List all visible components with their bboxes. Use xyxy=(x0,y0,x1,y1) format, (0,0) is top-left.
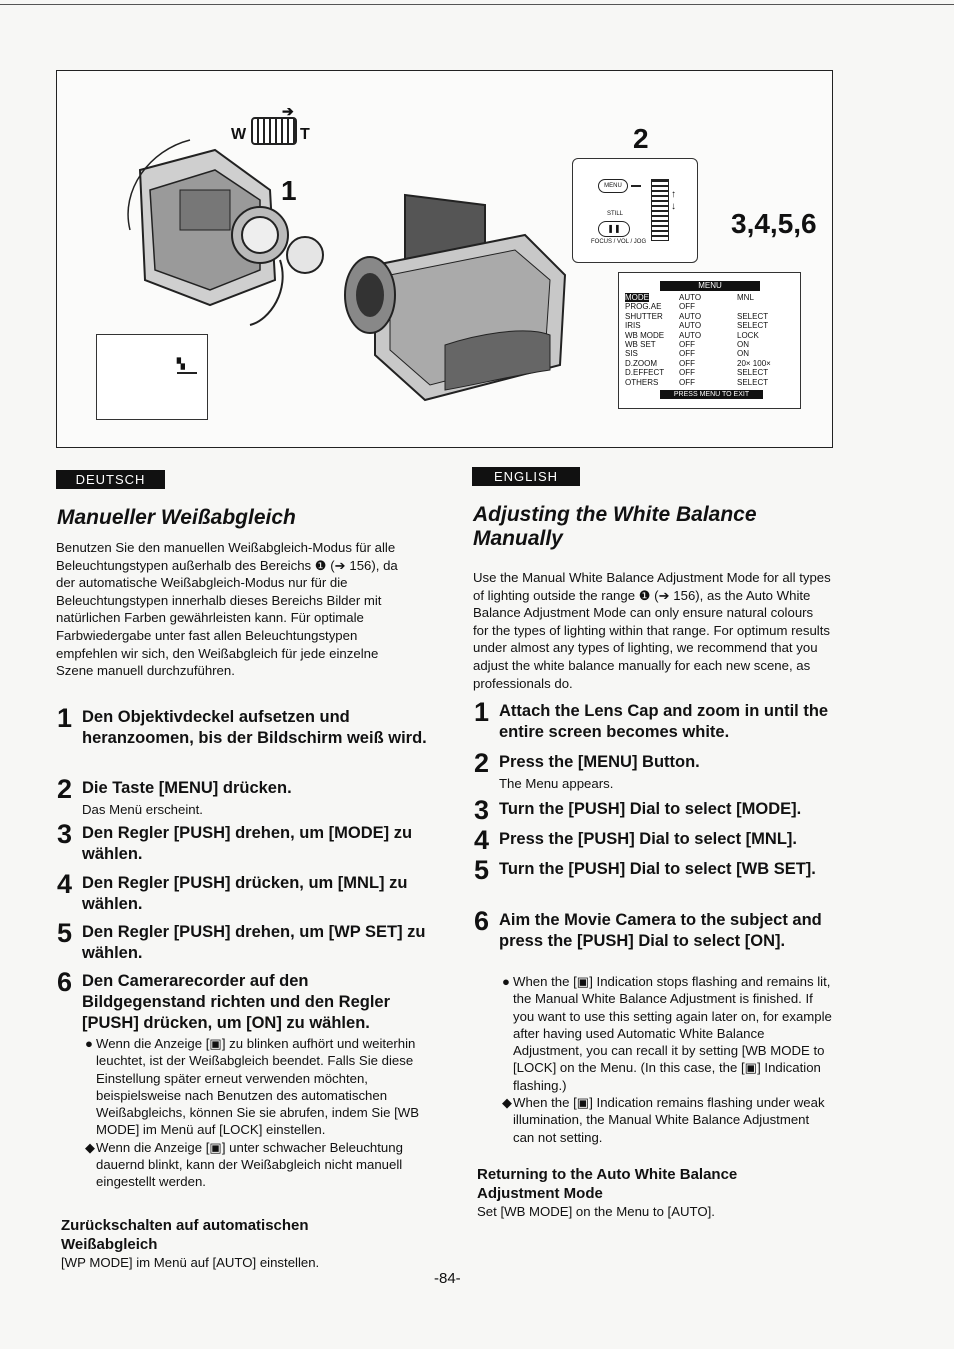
note-text: Wenn die Anzeige [▣] zu blinken aufhört und weiterhin leuchtet, ist der Weißabgleich beendet. Falls Sie diese Einstellung später erneut verwenden möchten, beispielsweise nach Benutzen des automatischen Weißabgleichs, können Sie sie abrufen, indem Sie [WB MODE] im Menü auf [LOCK] einstellen. xyxy=(96,1036,420,1138)
viewfinder-preview xyxy=(96,334,208,420)
note-text: Wenn die Anzeige [▣] unter schwacher Beleuchtung dauernd blinkt, kann der Weißabgleich nicht manuell eingestellt werden. xyxy=(96,1139,403,1190)
step-number: 3 xyxy=(57,819,73,849)
menu-item-value: AUTO xyxy=(679,321,702,331)
note-item xyxy=(85,1139,420,1191)
menu-item-label: PROG.AE xyxy=(625,302,662,312)
step-number: 4 xyxy=(57,869,73,899)
menu-item-label: D.EFFECT xyxy=(625,368,665,378)
bullet-icon: ◆ xyxy=(85,1139,96,1155)
callout-steps-3456: 3,4,5,6 xyxy=(731,208,817,239)
dash-line xyxy=(631,185,641,187)
step-text: Den Regler [PUSH] drücken, um [MNL] zu wählen. xyxy=(82,874,408,913)
menu-item-value: OFF xyxy=(679,368,695,378)
step-text: Attach the Lens Cap and zoom in until the entire screen becomes white. xyxy=(499,702,829,741)
step-number: 1 xyxy=(474,697,490,727)
deutsch-step-2-sub: Das Menü erscheint. xyxy=(82,802,203,817)
menu-item-option: ON xyxy=(737,340,749,349)
menu-item-label: WB SET xyxy=(625,340,656,349)
note-text: When the [▣] Indication stops flashing and remains lit, the Manual White Balance Adjustment is finished. If you want to use this setting again later on, for example after having used Automatic White Balance Adjustment, you can recall it by setting [WB MODE to [LOCK] on the Menu. (In this case, the [▣] Indication flashing.) xyxy=(513,974,832,1093)
note-item xyxy=(85,1035,420,1139)
menu-item-label: MODE xyxy=(625,293,649,302)
callout-step-2: 2 xyxy=(633,123,649,154)
menu-item-label: SIS xyxy=(625,349,638,359)
menu-item-option: SELECT xyxy=(737,321,769,331)
step-text: Aim the Movie Camera to the subject and press the [PUSH] Dial to select [ON]. xyxy=(499,911,822,950)
menu-button[interactable]: MENU xyxy=(598,179,628,193)
deutsch-return-text: [WP MODE] im Menü auf [AUTO] einstellen. xyxy=(61,1255,320,1270)
still-label: STILL xyxy=(607,211,624,217)
callout-step-1: 1 xyxy=(281,175,297,206)
english-step-6 xyxy=(474,906,834,952)
deutsch-notes xyxy=(85,1035,420,1191)
camera-lens-cap-illustration xyxy=(120,130,330,335)
deutsch-step-2 xyxy=(57,774,427,804)
camera-body-illustration xyxy=(335,185,575,405)
step-text: Turn the [PUSH] Dial to select [MODE]. xyxy=(499,800,802,818)
step-text: Den Camerarecorder auf den Bildgegenstand richten und den Regler [PUSH] drücken, um [ON] zu wählen. xyxy=(82,972,391,1032)
menu-item-label: SHUTTER xyxy=(625,311,663,321)
step-number: 5 xyxy=(57,918,73,948)
zoom-lever-icon xyxy=(251,117,297,145)
push-dial-arrows-icon: ↑ ↓ xyxy=(671,189,676,212)
white-balance-manual-icon: ▚ xyxy=(177,360,197,374)
menu-item-value: OFF xyxy=(679,302,695,312)
step-text: Press the [MENU] Button. xyxy=(499,753,700,771)
english-intro: Use the Manual White Balance Adjustment Mode for all types of lighting outside the range ❶ (➔ 156), as the Auto White Balance Adjustment Mode can only ensure natural colours for the types of lighting within that range. For optimum results under almost any types of lighting, we recommend that you adjust the white balance manually for each new scene, as professionals do. xyxy=(473,570,831,691)
deutsch-return-heading: Zurückschalten auf automatischen Weißabgleich xyxy=(61,1217,309,1253)
menu-item-option: SELECT xyxy=(737,377,769,387)
push-dial[interactable] xyxy=(651,179,669,241)
menu-item-label: OTHERS xyxy=(625,377,659,387)
english-step-1 xyxy=(474,697,834,743)
page-top-rule xyxy=(0,4,954,5)
menu-item-value: AUTO xyxy=(679,330,702,340)
english-language-tab: ENGLISH xyxy=(472,467,580,486)
step-text: Den Objektivdeckel aufsetzen und heranzoomen, bis der Bildschirm weiß wird. xyxy=(82,708,427,747)
deutsch-step-4 xyxy=(57,869,427,915)
bullet-icon: ◆ xyxy=(502,1095,513,1111)
note-item xyxy=(502,1094,832,1146)
bullet-icon: ● xyxy=(85,1036,93,1051)
english-title: Adjusting the White Balance Manually xyxy=(473,503,757,550)
step-number: 2 xyxy=(57,774,73,804)
menu-item-value: AUTO xyxy=(679,311,702,321)
menu-item-value: OFF xyxy=(679,377,695,387)
menu-item-option: MNL xyxy=(737,293,754,302)
step-text: Press the [PUSH] Dial to select [MNL]. xyxy=(499,830,797,848)
step-text: Den Regler [PUSH] drehen, um [WP SET] zu wählen. xyxy=(82,923,426,962)
menu-item-value: OFF xyxy=(679,349,695,359)
step-number: 2 xyxy=(474,748,490,778)
english-step-3 xyxy=(474,795,834,825)
step-text: Die Taste [MENU] drücken. xyxy=(82,779,292,797)
step-number: 1 xyxy=(57,703,73,733)
deutsch-language-tab: DEUTSCH xyxy=(56,470,165,489)
menu-item-label: D.ZOOM xyxy=(625,358,657,368)
arrow-right-icon: ➔ xyxy=(282,103,294,119)
menu-item-option: ON xyxy=(737,349,749,359)
menu-item-value: OFF xyxy=(679,340,695,349)
bullet-icon: ● xyxy=(502,974,510,989)
english-return-heading: Returning to the Auto White Balance Adjustment Mode xyxy=(477,1166,738,1202)
deutsch-intro: Benutzen Sie den manuellen Weißabgleich-Modus für alle Beleuchtungstypen außerhalb des Bereichs ❶ (➔ 156), da der automatische Weißabgleich-Modus nur für die Beleuchtungstypen innerhalb dieses Bereichs Bilder mit natürlichen Farben gewährleisten kann. Für optimale Farbwiedergabe unter fast allen Beleuchtungstypen empfehlen wir sich, den Weißabgleich für jede einzelne Szene manuell durchzuführen. xyxy=(56,540,398,679)
english-notes xyxy=(502,973,832,1146)
step-text: Turn the [PUSH] Dial to select [WB SET]. xyxy=(499,860,816,878)
controls-inset xyxy=(572,158,698,263)
menu-item-value: OFF xyxy=(679,358,695,368)
menu-item-option: LOCK xyxy=(737,330,759,340)
page-number: -84- xyxy=(434,1270,461,1287)
menu-screen xyxy=(618,272,801,409)
menu-footer: PRESS MENU TO EXIT xyxy=(660,390,763,399)
english-return-text: Set [WB MODE] on the Menu to [AUTO]. xyxy=(477,1204,715,1219)
note-item xyxy=(502,973,832,1094)
menu-item-option: SELECT xyxy=(737,368,769,378)
deutsch-title: Manueller Weißabgleich xyxy=(57,506,296,529)
note-text: When the [▣] Indication remains flashing under weak illumination, the Manual White Balance Adjustment can not setting. xyxy=(513,1095,825,1145)
step-number: 6 xyxy=(57,967,73,997)
zoom-tele-label: T xyxy=(300,126,310,143)
step-number: 4 xyxy=(474,825,490,855)
menu-item-label: IRIS xyxy=(625,321,641,331)
menu-item-value: AUTO xyxy=(679,293,702,302)
pause-button[interactable]: ❚❚ xyxy=(598,221,630,237)
deutsch-step-6 xyxy=(57,967,427,1034)
deutsch-step-1 xyxy=(57,703,427,749)
menu-item-option: SELECT xyxy=(737,311,769,321)
english-step-2 xyxy=(474,748,834,778)
step-number: 3 xyxy=(474,795,490,825)
deutsch-step-5 xyxy=(57,918,427,964)
menu-item-option: 20× 100× xyxy=(737,358,771,368)
step-text: Den Regler [PUSH] drehen, um [MODE] zu wählen. xyxy=(82,824,413,863)
deutsch-step-3 xyxy=(57,819,427,865)
menu-header: MENU xyxy=(660,281,760,291)
focus-vol-jog-label: FOCUS / VOL / JOG xyxy=(591,239,647,245)
step-number: 6 xyxy=(474,906,490,936)
english-step-4 xyxy=(474,825,834,855)
step-number: 5 xyxy=(474,855,490,885)
zoom-wide-label: W xyxy=(231,126,247,143)
menu-item-label: WB MODE xyxy=(625,330,665,340)
english-step-2-sub: The Menu appears. xyxy=(499,776,614,791)
english-step-5 xyxy=(474,855,834,885)
